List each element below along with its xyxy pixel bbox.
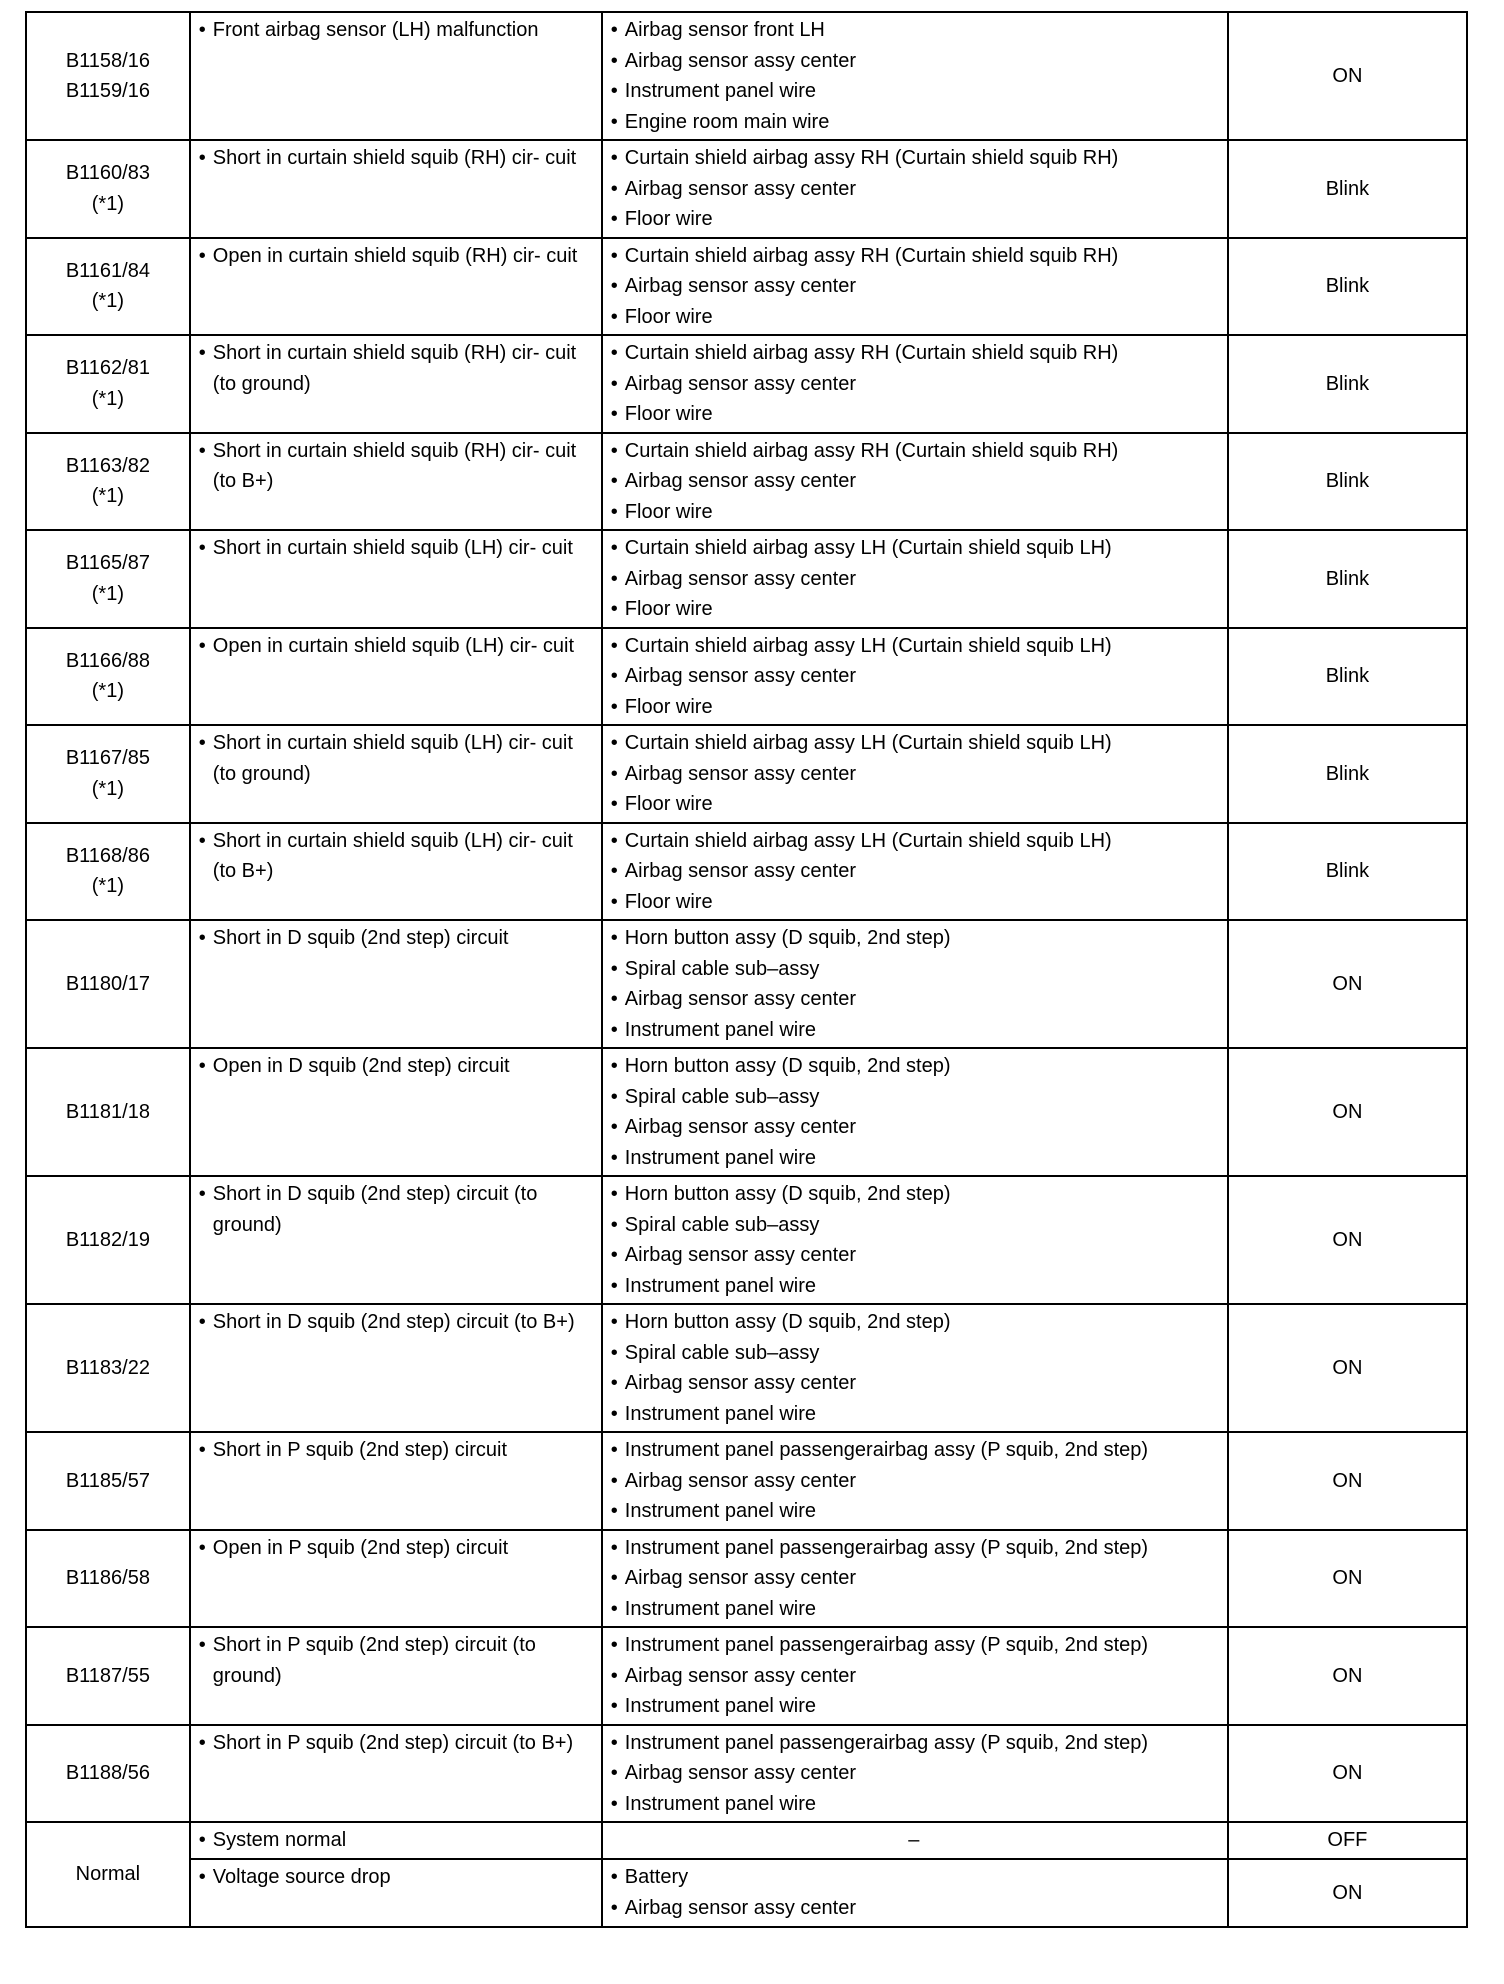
- detection-item-list-entry: • Short in P squib (2nd step) circuit (to B+): [199, 1728, 591, 1759]
- warning-light-status: Blink: [1325, 177, 1370, 200]
- detection-item-list: [199, 923, 591, 954]
- trouble-area-cell: [602, 1627, 1228, 1725]
- detection-item-cell: [190, 433, 602, 531]
- detection-item-list-entry: • Short in curtain shield squib (LH) cir- cuit: [199, 533, 591, 564]
- trouble-area-list-entry: • Airbag sensor assy center: [611, 1563, 1217, 1594]
- trouble-area-cell: [602, 1530, 1228, 1628]
- trouble-area-list-entry: • Curtain shield airbag assy LH (Curtain shield squib LH): [611, 826, 1217, 857]
- trouble-area-list-entry: • Instrument panel passengerairbag assy (P squib, 2nd step): [611, 1533, 1217, 1564]
- trouble-area-cell: [602, 140, 1228, 238]
- detection-item-list-entry: • Open in P squib (2nd step) circuit: [199, 1533, 591, 1564]
- table-row: [26, 1432, 1467, 1530]
- trouble-area-list-entry: • Instrument panel wire: [611, 1399, 1217, 1430]
- trouble-area-list-entry: • Instrument panel passengerairbag assy (P squib, 2nd step): [611, 1728, 1217, 1759]
- trouble-area-list-entry: • Curtain shield airbag assy RH (Curtain shield squib RH): [611, 436, 1217, 467]
- dtc-code: B1186/58: [65, 1567, 150, 1589]
- detection-item-cell: [190, 628, 602, 726]
- trouble-area-list: [611, 143, 1217, 235]
- warning-light-status: ON: [1332, 1100, 1363, 1123]
- detection-item-cell: [190, 530, 602, 628]
- detection-item-cell: [190, 1725, 602, 1823]
- warning-light-status: Blink: [1325, 762, 1370, 785]
- trouble-area-list-entry: • Curtain shield airbag assy LH (Curtain shield squib LH): [611, 631, 1217, 662]
- dtc-table-body: [26, 12, 1467, 1927]
- warning-light-cell: [1228, 1530, 1467, 1628]
- detection-item-cell: [190, 1304, 602, 1432]
- warning-light-cell: [1228, 1176, 1467, 1304]
- trouble-area-cell: [602, 12, 1228, 140]
- dtc-code: B1180/17: [65, 972, 150, 995]
- trouble-area-list: [611, 1630, 1217, 1722]
- warning-light-cell: [1228, 920, 1467, 1048]
- dtc-code: B1162/81: [65, 357, 150, 380]
- dtc-code-cell: [26, 1627, 190, 1725]
- detection-item-list-entry: • Short in P squib (2nd step) circuit: [199, 1435, 591, 1466]
- trouble-area-list-entry: • Airbag sensor front LH: [611, 15, 1217, 46]
- detection-item-list-entry: • Short in D squib (2nd step) circuit: [199, 923, 591, 954]
- trouble-area-list-entry: • Airbag sensor assy center: [611, 856, 1217, 887]
- warning-light-status: Blink: [1325, 470, 1370, 492]
- trouble-area-list: [611, 1307, 1217, 1429]
- warning-light-status: ON: [1332, 1762, 1363, 1784]
- trouble-area-list-entry: • Airbag sensor assy center: [611, 46, 1217, 77]
- table-row: [26, 1530, 1467, 1628]
- dtc-code-cell: [26, 12, 190, 140]
- warning-light-status: ON: [1332, 64, 1363, 87]
- dtc-code: B1168/86: [65, 844, 150, 867]
- detection-item-list-entry: • Front airbag sensor (LH) malfunction: [199, 15, 591, 46]
- trouble-area-list-entry: • Curtain shield airbag assy LH (Curtain shield squib LH): [611, 728, 1217, 759]
- trouble-area-list: [611, 631, 1217, 723]
- trouble-area-list-entry: • Instrument panel wire: [611, 1015, 1217, 1046]
- dtc-code-cell: [26, 530, 190, 628]
- trouble-area-list-entry: • Engine room main wire: [611, 107, 1217, 138]
- trouble-area-list-entry: • Floor wire: [611, 399, 1217, 430]
- dtc-table: [25, 11, 1468, 1928]
- warning-light-cell: [1228, 823, 1467, 921]
- dtc-code: B1160/83: [65, 162, 150, 185]
- trouble-area-list-entry: • Instrument panel wire: [611, 1143, 1217, 1174]
- detection-item-list: [199, 241, 591, 272]
- detection-item-list: [199, 826, 591, 887]
- trouble-area-cell: [602, 1304, 1228, 1432]
- warning-light-status: ON: [1332, 1356, 1363, 1379]
- warning-light-cell: [1228, 1627, 1467, 1725]
- trouble-area-cell: [602, 725, 1228, 823]
- detection-item-cell: [190, 140, 602, 238]
- detection-item-list-entry: • Short in curtain shield squib (LH) cir- cuit (to ground): [199, 728, 591, 789]
- trouble-area-list: [611, 533, 1217, 625]
- detection-item-list-entry: • Short in D squib (2nd step) circuit (to B+): [199, 1307, 591, 1338]
- dtc-code: (*1): [91, 485, 124, 508]
- trouble-area-list-entry: • Spiral cable sub–assy: [611, 1210, 1217, 1241]
- dtc-code: B1188/56: [65, 1762, 150, 1784]
- dtc-code: B1187/55: [65, 1664, 150, 1687]
- dtc-code: B1181/18: [65, 1100, 150, 1123]
- dtc-code-cell: [26, 238, 190, 336]
- warning-light-cell: [1228, 238, 1467, 336]
- dtc-code: B1183/22: [65, 1356, 150, 1379]
- trouble-area-cell: [602, 1432, 1228, 1530]
- trouble-area-list: [611, 826, 1217, 918]
- dtc-code-cell: [26, 1176, 190, 1304]
- dtc-code-cell: [26, 1048, 190, 1176]
- detection-item-list: [199, 1825, 591, 1856]
- dtc-code: B1161/84: [65, 259, 150, 282]
- trouble-area-list-entry: • Instrument panel wire: [611, 1271, 1217, 1302]
- dtc-code: B1158/16: [65, 49, 150, 72]
- warning-light-cell: [1228, 1725, 1467, 1823]
- detection-item-list-entry: • Short in D squib (2nd step) circuit (to ground): [199, 1179, 591, 1240]
- detection-item-list-entry: • Short in curtain shield squib (RH) cir- cuit: [199, 143, 591, 174]
- detection-item-list-entry: • System normal: [199, 1825, 591, 1856]
- detection-item-list: [199, 1728, 591, 1759]
- dtc-code-cell: [26, 725, 190, 823]
- trouble-area-list: [611, 923, 1217, 1045]
- warning-light-status: Blink: [1325, 372, 1370, 395]
- detection-item-list: [199, 1862, 591, 1893]
- detection-item-list: [199, 143, 591, 174]
- dtc-code: B1165/87: [65, 552, 150, 575]
- trouble-area-list-entry: • Floor wire: [611, 302, 1217, 333]
- table-row: [26, 1859, 1467, 1927]
- trouble-area-list-entry: • Instrument panel wire: [611, 1789, 1217, 1820]
- trouble-area-list: [611, 1728, 1217, 1820]
- detection-item-list: [199, 728, 591, 789]
- detection-item-list-entry: • Short in curtain shield squib (RH) cir- cuit (to ground): [199, 338, 591, 399]
- table-row: [26, 725, 1467, 823]
- warning-light-cell: [1228, 1432, 1467, 1530]
- detection-item-list: [199, 1533, 591, 1564]
- trouble-area-list-entry: • Airbag sensor assy center: [611, 271, 1217, 302]
- trouble-area-list: [611, 15, 1217, 137]
- detection-item-cell: [190, 1048, 602, 1176]
- trouble-area-list: [611, 728, 1217, 820]
- trouble-area-cell: [602, 433, 1228, 531]
- trouble-area-list-entry: • Instrument panel wire: [611, 1594, 1217, 1625]
- table-row: [26, 920, 1467, 1048]
- detection-item-list: [199, 533, 591, 564]
- dtc-code-cell: [26, 1822, 190, 1927]
- dtc-code-cell: [26, 1432, 190, 1530]
- dtc-code: B1163/82: [65, 454, 150, 477]
- dtc-code: Normal: [75, 1863, 141, 1886]
- trouble-area-list-entry: • Airbag sensor assy center: [611, 661, 1217, 692]
- detection-item-list: [199, 1179, 591, 1240]
- trouble-area-list: [611, 241, 1217, 333]
- trouble-area-list-entry: • Airbag sensor assy center: [611, 1893, 1217, 1924]
- table-row: [26, 433, 1467, 531]
- trouble-area-list-entry: • Floor wire: [611, 789, 1217, 820]
- warning-light-status: Blink: [1325, 567, 1370, 590]
- trouble-area-list-entry: • Airbag sensor assy center: [611, 1240, 1217, 1271]
- dtc-code-cell: [26, 433, 190, 531]
- table-row: [26, 530, 1467, 628]
- detection-item-list: [199, 1051, 591, 1082]
- trouble-area-list-entry: • Airbag sensor assy center: [611, 564, 1217, 595]
- trouble-area-list-entry: • Instrument panel passengerairbag assy (P squib, 2nd step): [611, 1630, 1217, 1661]
- dtc-code-cell: [26, 920, 190, 1048]
- table-row: [26, 1176, 1467, 1304]
- table-row: [26, 1822, 1467, 1859]
- detection-item-cell: [190, 1530, 602, 1628]
- dtc-code: (*1): [91, 290, 124, 313]
- detection-item-list-entry: • Short in P squib (2nd step) circuit (to ground): [199, 1630, 591, 1691]
- trouble-area-cell: [602, 1859, 1228, 1927]
- warning-light-status: Blink: [1325, 275, 1370, 297]
- trouble-area-cell: [602, 335, 1228, 433]
- trouble-area-cell: [602, 628, 1228, 726]
- table-row: [26, 1725, 1467, 1823]
- detection-item-cell: [190, 1822, 602, 1859]
- detection-item-cell: [190, 1432, 602, 1530]
- dtc-code: (*1): [91, 680, 124, 703]
- warning-light-cell: [1228, 1048, 1467, 1176]
- trouble-area-list-entry: • Airbag sensor assy center: [611, 1758, 1217, 1789]
- trouble-area-list: [611, 1533, 1217, 1625]
- trouble-area-list: [611, 1051, 1217, 1173]
- dtc-code: (*1): [91, 582, 124, 605]
- warning-light-status: ON: [1332, 972, 1363, 995]
- trouble-area-list-entry: • Airbag sensor assy center: [611, 1466, 1217, 1497]
- trouble-area-list-entry: • Horn button assy (D squib, 2nd step): [611, 923, 1217, 954]
- trouble-area-dash: –: [908, 1829, 920, 1851]
- trouble-area-list: [611, 436, 1217, 528]
- warning-light-cell: [1228, 1304, 1467, 1432]
- trouble-area-cell: [602, 1725, 1228, 1823]
- dtc-code-cell: [26, 1304, 190, 1432]
- trouble-area-list-entry: • Curtain shield airbag assy RH (Curtain shield squib RH): [611, 241, 1217, 272]
- trouble-area-list-entry: • Horn button assy (D squib, 2nd step): [611, 1179, 1217, 1210]
- dtc-code-cell: [26, 335, 190, 433]
- dtc-code: B1166/88: [65, 649, 150, 672]
- trouble-area-list-entry: • Airbag sensor assy center: [611, 1368, 1217, 1399]
- detection-item-cell: [190, 1627, 602, 1725]
- trouble-area-list-entry: • Curtain shield airbag assy RH (Curtain shield squib RH): [611, 143, 1217, 174]
- trouble-area-cell: [602, 1048, 1228, 1176]
- detection-item-list-entry: • Short in curtain shield squib (LH) cir- cuit (to B+): [199, 826, 591, 887]
- trouble-area-list-entry: • Horn button assy (D squib, 2nd step): [611, 1051, 1217, 1082]
- trouble-area-list-entry: • Floor wire: [611, 692, 1217, 723]
- trouble-area-cell: [602, 238, 1228, 336]
- detection-item-cell: [190, 1176, 602, 1304]
- table-row: [26, 335, 1467, 433]
- trouble-area-list-entry: • Airbag sensor assy center: [611, 1112, 1217, 1143]
- dtc-code: B1185/57: [65, 1469, 150, 1492]
- warning-light-cell: [1228, 1859, 1467, 1927]
- trouble-area-list: [611, 1179, 1217, 1301]
- detection-item-cell: [190, 1859, 602, 1927]
- warning-light-status: ON: [1332, 1469, 1363, 1492]
- table-row: [26, 628, 1467, 726]
- trouble-area-list: [611, 1435, 1217, 1527]
- table-row: [26, 12, 1467, 140]
- trouble-area-list-entry: • Instrument panel wire: [611, 76, 1217, 107]
- detection-item-cell: [190, 823, 602, 921]
- detection-item-list: [199, 436, 591, 497]
- trouble-area-list-entry: • Airbag sensor assy center: [611, 1661, 1217, 1692]
- trouble-area-list-entry: • Spiral cable sub–assy: [611, 954, 1217, 985]
- warning-light-status: Blink: [1325, 665, 1370, 687]
- detection-item-list: [199, 1435, 591, 1466]
- trouble-area-list-entry: • Curtain shield airbag assy LH (Curtain shield squib LH): [611, 533, 1217, 564]
- detection-item-list-entry: • Short in curtain shield squib (RH) cir- cuit (to B+): [199, 436, 591, 497]
- dtc-code-cell: [26, 1725, 190, 1823]
- trouble-area-list-entry: • Airbag sensor assy center: [611, 174, 1217, 205]
- trouble-area-cell: [602, 823, 1228, 921]
- trouble-area-list-entry: • Floor wire: [611, 204, 1217, 235]
- warning-light-status: ON: [1332, 1664, 1363, 1687]
- warning-light-cell: [1228, 628, 1467, 726]
- warning-light-cell: [1228, 530, 1467, 628]
- trouble-area-list: [611, 338, 1217, 430]
- detection-item-list-entry: • Open in D squib (2nd step) circuit: [199, 1051, 591, 1082]
- trouble-area-cell: [602, 530, 1228, 628]
- dtc-code: (*1): [91, 875, 124, 898]
- dtc-code-cell: [26, 628, 190, 726]
- detection-item-list: [199, 1307, 591, 1338]
- table-row: [26, 238, 1467, 336]
- table-row: [26, 823, 1467, 921]
- detection-item-cell: [190, 920, 602, 1048]
- warning-light-cell: [1228, 1822, 1467, 1859]
- trouble-area-list-entry: • Airbag sensor assy center: [611, 984, 1217, 1015]
- trouble-area-list-entry: • Floor wire: [611, 887, 1217, 918]
- warning-light-status: ON: [1332, 1228, 1363, 1251]
- trouble-area-list-entry: • Floor wire: [611, 497, 1217, 528]
- warning-light-cell: [1228, 12, 1467, 140]
- detection-item-list: [199, 338, 591, 399]
- trouble-area-list-entry: • Instrument panel wire: [611, 1496, 1217, 1527]
- dtc-code: (*1): [91, 777, 124, 800]
- detection-item-list: [199, 631, 591, 662]
- warning-light-status: OFF: [1327, 1829, 1368, 1852]
- warning-light-status: Blink: [1325, 860, 1370, 882]
- dtc-code-cell: [26, 823, 190, 921]
- trouble-area-cell: [602, 1176, 1228, 1304]
- detection-item-list-entry: • Voltage source drop: [199, 1862, 591, 1893]
- dtc-code-cell: [26, 1530, 190, 1628]
- trouble-area-cell: [602, 920, 1228, 1048]
- warning-light-status: ON: [1332, 1567, 1363, 1589]
- trouble-area-list-entry: • Battery: [611, 1862, 1217, 1893]
- trouble-area-list-entry: • Airbag sensor assy center: [611, 466, 1217, 497]
- table-row: [26, 1048, 1467, 1176]
- warning-light-cell: [1228, 725, 1467, 823]
- trouble-area-list-entry: • Airbag sensor assy center: [611, 759, 1217, 790]
- detection-item-cell: [190, 12, 602, 140]
- trouble-area-list-entry: • Instrument panel passengerairbag assy (P squib, 2nd step): [611, 1435, 1217, 1466]
- trouble-area-cell: [602, 1822, 1228, 1859]
- warning-light-cell: [1228, 140, 1467, 238]
- trouble-area-list-entry: • Spiral cable sub–assy: [611, 1082, 1217, 1113]
- trouble-area-list-entry: • Horn button assy (D squib, 2nd step): [611, 1307, 1217, 1338]
- detection-item-list-entry: • Open in curtain shield squib (RH) cir- cuit: [199, 241, 591, 272]
- trouble-area-list-entry: • Curtain shield airbag assy RH (Curtain shield squib RH): [611, 338, 1217, 369]
- detection-item-cell: [190, 238, 602, 336]
- trouble-area-list-entry: • Airbag sensor assy center: [611, 369, 1217, 400]
- trouble-area-list: [611, 1862, 1217, 1923]
- table-row: [26, 140, 1467, 238]
- table-row: [26, 1627, 1467, 1725]
- detection-item-cell: [190, 725, 602, 823]
- trouble-area-list-entry: • Spiral cable sub–assy: [611, 1338, 1217, 1369]
- dtc-code: B1167/85: [65, 747, 150, 770]
- dtc-code: B1182/19: [65, 1228, 150, 1251]
- detection-item-list: [199, 15, 591, 46]
- dtc-code: B1159/16: [65, 80, 150, 102]
- warning-light-status: ON: [1332, 1881, 1363, 1904]
- trouble-area-list-entry: • Floor wire: [611, 594, 1217, 625]
- dtc-code: (*1): [91, 387, 124, 410]
- trouble-area-list-entry: • Instrument panel wire: [611, 1691, 1217, 1722]
- warning-light-cell: [1228, 335, 1467, 433]
- dtc-code: (*1): [91, 192, 124, 215]
- warning-light-cell: [1228, 433, 1467, 531]
- detection-item-list: [199, 1630, 591, 1691]
- table-row: [26, 1304, 1467, 1432]
- detection-item-list-entry: • Open in curtain shield squib (LH) cir- cuit: [199, 631, 591, 662]
- dtc-code-cell: [26, 140, 190, 238]
- detection-item-cell: [190, 335, 602, 433]
